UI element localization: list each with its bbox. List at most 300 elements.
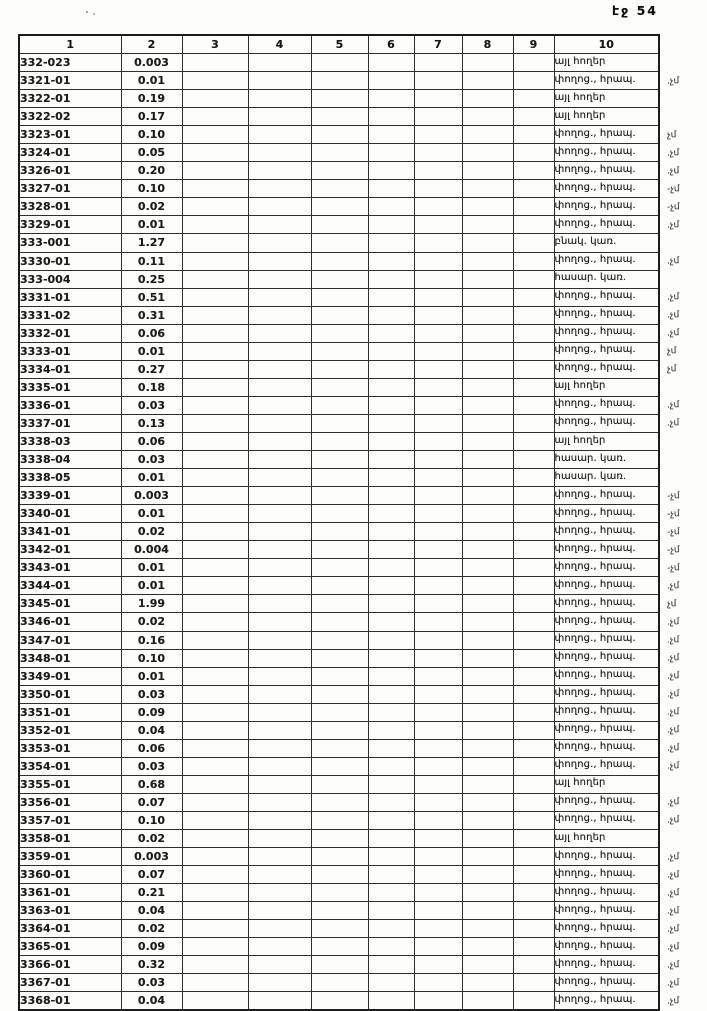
- empty-cell: [182, 848, 248, 866]
- empty-cell: [368, 198, 414, 216]
- empty-cell: [248, 162, 311, 180]
- empty-cell: [513, 72, 554, 90]
- column-header-8: 8: [462, 35, 513, 54]
- code-cell: 3350-01: [19, 685, 121, 703]
- empty-cell: [368, 144, 414, 162]
- empty-cell: [311, 721, 368, 739]
- code-cell: 3344-01: [19, 577, 121, 595]
- empty-cell: [462, 974, 513, 992]
- empty-cell: [248, 216, 311, 234]
- area-value-cell: 0.02: [121, 830, 182, 848]
- empty-cell: [513, 360, 554, 378]
- empty-cell: [248, 830, 311, 848]
- empty-cell: [182, 505, 248, 523]
- empty-cell: [414, 739, 462, 757]
- empty-cell: [513, 757, 554, 775]
- empty-cell: [311, 162, 368, 180]
- empty-cell: [462, 162, 513, 180]
- land-use-label: փողոց., հրապ.: [554, 993, 636, 1005]
- empty-cell: [513, 342, 554, 360]
- empty-cell: [182, 396, 248, 414]
- empty-cell: [248, 811, 311, 829]
- empty-cell: [311, 234, 368, 252]
- table-row: [19, 180, 659, 198]
- empty-cell: [513, 884, 554, 902]
- empty-cell: [414, 270, 462, 288]
- empty-cell: [513, 613, 554, 631]
- table-row: [19, 920, 659, 938]
- area-value-cell: 0.27: [121, 360, 182, 378]
- empty-cell: [462, 613, 513, 631]
- empty-cell: [513, 631, 554, 649]
- margin-mark: .չմ: [666, 653, 680, 664]
- margin-mark: .չմ: [666, 815, 680, 827]
- code-cell: 3322-02: [19, 108, 121, 126]
- empty-cell: [182, 757, 248, 775]
- land-use-cell: [554, 180, 680, 198]
- empty-cell: [368, 938, 414, 956]
- land-use-label: փողոց., հրապ.: [554, 939, 636, 951]
- empty-cell: [462, 198, 513, 216]
- empty-cell: [368, 72, 414, 90]
- empty-cell: [368, 324, 414, 342]
- empty-cell: [248, 72, 311, 90]
- empty-cell: [414, 469, 462, 487]
- empty-cell: [462, 108, 513, 126]
- land-use-label: հասար. կառ.: [554, 452, 627, 464]
- land-use-label: փողոց., հրապ.: [554, 885, 636, 897]
- empty-cell: [513, 775, 554, 793]
- code-cell: 333-004: [19, 270, 121, 288]
- empty-cell: [513, 414, 554, 432]
- empty-cell: [513, 559, 554, 577]
- code-cell: 3322-01: [19, 90, 121, 108]
- empty-cell: [462, 180, 513, 198]
- area-value-cell: 0.07: [121, 866, 182, 884]
- table-row: [19, 577, 659, 595]
- table-row: [19, 270, 659, 288]
- empty-cell: [414, 505, 462, 523]
- empty-cell: [182, 126, 248, 144]
- land-use-cell: [554, 685, 680, 703]
- empty-cell: [513, 432, 554, 450]
- land-use-label: այլ հողեր: [554, 777, 606, 789]
- empty-cell: [414, 432, 462, 450]
- column-header-9: 9: [513, 35, 554, 54]
- empty-cell: [368, 360, 414, 378]
- code-cell: 3338-05: [19, 469, 121, 487]
- empty-cell: [513, 216, 554, 234]
- code-cell: 3360-01: [19, 866, 121, 884]
- area-value-cell: 0.16: [121, 631, 182, 649]
- code-cell: 3358-01: [19, 830, 121, 848]
- land-use-label: փողոց., հրապ.: [554, 759, 636, 771]
- land-use-cell: [554, 378, 659, 396]
- column-header-5: 5: [311, 35, 368, 54]
- empty-cell: [182, 974, 248, 992]
- empty-cell: [513, 739, 554, 757]
- empty-cell: [513, 793, 554, 811]
- empty-cell: [311, 414, 368, 432]
- column-header-3: 3: [182, 35, 248, 54]
- empty-cell: [311, 649, 368, 667]
- empty-cell: [368, 811, 414, 829]
- empty-cell: [368, 685, 414, 703]
- empty-cell: [414, 216, 462, 234]
- land-use-cell: [554, 956, 680, 974]
- empty-cell: [311, 523, 368, 541]
- area-value-cell: 0.10: [121, 811, 182, 829]
- area-value-cell: 0.02: [121, 920, 182, 938]
- land-use-label: փողոց., հրապ.: [554, 398, 636, 410]
- table-row: [19, 956, 659, 974]
- table-row: [19, 252, 659, 270]
- land-use-cell: [554, 234, 659, 252]
- margin-mark: .չմ: [666, 725, 680, 736]
- empty-cell: [462, 451, 513, 469]
- land-use-cell: [554, 613, 680, 631]
- empty-cell: [462, 54, 513, 72]
- empty-cell: [462, 324, 513, 342]
- empty-cell: [182, 252, 248, 270]
- empty-cell: [311, 902, 368, 920]
- empty-cell: [414, 974, 462, 992]
- land-use-label: փողոց., հրապ.: [554, 145, 636, 157]
- code-cell: 3338-03: [19, 432, 121, 450]
- empty-cell: [182, 595, 248, 613]
- scan-artifact: [86, 11, 88, 13]
- empty-cell: [182, 613, 248, 631]
- table-row: [19, 649, 659, 667]
- empty-cell: [368, 757, 414, 775]
- empty-cell: [182, 234, 248, 252]
- area-value-cell: 0.18: [121, 378, 182, 396]
- table-row: [19, 884, 659, 902]
- empty-cell: [182, 667, 248, 685]
- empty-cell: [513, 848, 554, 866]
- land-use-cell: [554, 703, 680, 721]
- empty-cell: [462, 956, 513, 974]
- code-cell: 3341-01: [19, 523, 121, 541]
- empty-cell: [513, 721, 554, 739]
- column-header-6: 6: [368, 35, 414, 54]
- margin-mark: .չմ: [666, 292, 680, 303]
- empty-cell: [368, 378, 414, 396]
- empty-cell: [414, 866, 462, 884]
- empty-cell: [182, 920, 248, 938]
- margin-mark: չմ: [666, 129, 677, 141]
- land-use-cell: [554, 541, 680, 559]
- table-row: [19, 703, 659, 721]
- land-use-label: փողոց., հրապ.: [554, 560, 636, 572]
- empty-cell: [513, 974, 554, 992]
- empty-cell: [248, 378, 311, 396]
- page-number: էջ 54: [612, 3, 658, 18]
- empty-cell: [414, 234, 462, 252]
- table-row: [19, 451, 659, 469]
- code-cell: 3365-01: [19, 938, 121, 956]
- land-use-label: փողոց., հրապ.: [554, 651, 636, 663]
- empty-cell: [462, 414, 513, 432]
- table-row: [19, 342, 659, 360]
- empty-cell: [248, 775, 311, 793]
- code-cell: 3356-01: [19, 793, 121, 811]
- land-use-label: փողոց., հրապ.: [554, 254, 636, 266]
- land-use-cell: [554, 505, 680, 523]
- code-cell: 3336-01: [19, 396, 121, 414]
- empty-cell: [248, 667, 311, 685]
- area-value-cell: 0.31: [121, 306, 182, 324]
- empty-cell: [368, 108, 414, 126]
- code-cell: 3359-01: [19, 848, 121, 866]
- empty-cell: [182, 793, 248, 811]
- land-use-label: փողոց., հրապ.: [554, 73, 636, 85]
- margin-mark: .չմ: [666, 75, 680, 87]
- empty-cell: [248, 866, 311, 884]
- margin-mark: .չմ: [666, 165, 680, 177]
- land-use-cell: [554, 451, 659, 469]
- empty-cell: [248, 920, 311, 938]
- empty-cell: [368, 487, 414, 505]
- margin-mark: -չմ: [666, 490, 680, 502]
- empty-cell: [368, 396, 414, 414]
- empty-cell: [462, 360, 513, 378]
- land-use-label: փողոց., հրապ.: [554, 614, 636, 626]
- empty-cell: [513, 144, 554, 162]
- land-use-label: այլ հողեր: [554, 380, 606, 392]
- empty-cell: [248, 54, 311, 72]
- area-value-cell: 0.19: [121, 90, 182, 108]
- area-value-cell: 0.68: [121, 775, 182, 793]
- empty-cell: [462, 288, 513, 306]
- margin-mark: .չմ: [666, 617, 680, 628]
- empty-cell: [311, 938, 368, 956]
- land-use-label: հասար. կառ.: [554, 272, 627, 284]
- land-use-cell: [554, 487, 680, 505]
- empty-cell: [462, 757, 513, 775]
- empty-cell: [414, 920, 462, 938]
- empty-cell: [513, 288, 554, 306]
- code-cell: 3340-01: [19, 505, 121, 523]
- land-use-label: փողոց., հրապ.: [554, 975, 636, 987]
- area-value-cell: 0.32: [121, 956, 182, 974]
- empty-cell: [248, 414, 311, 432]
- empty-cell: [311, 739, 368, 757]
- margin-mark: .չմ: [666, 635, 680, 646]
- empty-cell: [513, 198, 554, 216]
- table-row: [19, 595, 659, 613]
- empty-cell: [513, 703, 554, 721]
- margin-mark: .չմ: [666, 328, 680, 339]
- empty-cell: [368, 775, 414, 793]
- empty-cell: [414, 667, 462, 685]
- table-row: [19, 378, 659, 396]
- empty-cell: [248, 396, 311, 414]
- area-value-cell: 0.004: [121, 541, 182, 559]
- empty-cell: [462, 920, 513, 938]
- table-row: [19, 505, 659, 523]
- empty-cell: [414, 414, 462, 432]
- empty-cell: [462, 595, 513, 613]
- empty-cell: [311, 703, 368, 721]
- area-value-cell: 0.51: [121, 288, 182, 306]
- empty-cell: [513, 541, 554, 559]
- code-cell: 3363-01: [19, 902, 121, 920]
- empty-cell: [513, 920, 554, 938]
- code-cell: 3351-01: [19, 703, 121, 721]
- empty-cell: [513, 306, 554, 324]
- table-row: [19, 90, 659, 108]
- empty-cell: [248, 90, 311, 108]
- empty-cell: [462, 505, 513, 523]
- empty-cell: [414, 830, 462, 848]
- empty-cell: [248, 126, 311, 144]
- empty-cell: [311, 342, 368, 360]
- land-use-label: բնակ. կառ.: [554, 235, 617, 247]
- code-cell: 3331-02: [19, 306, 121, 324]
- empty-cell: [414, 613, 462, 631]
- land-use-cell: [554, 721, 680, 739]
- empty-cell: [462, 252, 513, 270]
- empty-cell: [248, 360, 311, 378]
- area-value-cell: 0.01: [121, 469, 182, 487]
- empty-cell: [182, 685, 248, 703]
- empty-cell: [414, 884, 462, 902]
- empty-cell: [462, 270, 513, 288]
- empty-cell: [248, 180, 311, 198]
- land-use-label: փողոց., հրապ.: [554, 163, 636, 175]
- code-cell: 3328-01: [19, 198, 121, 216]
- empty-cell: [462, 992, 513, 1011]
- empty-cell: [462, 126, 513, 144]
- code-cell: 3326-01: [19, 162, 121, 180]
- table-row: [19, 793, 659, 811]
- land-use-label: փողոց., հրապ.: [554, 903, 636, 915]
- table-row: [19, 523, 659, 541]
- empty-cell: [368, 505, 414, 523]
- margin-mark: .չմ: [666, 220, 680, 231]
- empty-cell: [414, 396, 462, 414]
- empty-cell: [311, 848, 368, 866]
- land-use-cell: [554, 884, 680, 902]
- empty-cell: [248, 685, 311, 703]
- margin-mark: .չմ: [666, 400, 680, 412]
- empty-cell: [182, 90, 248, 108]
- empty-cell: [182, 270, 248, 288]
- empty-cell: [311, 216, 368, 234]
- area-value-cell: 0.02: [121, 523, 182, 541]
- empty-cell: [182, 866, 248, 884]
- table-row: [19, 162, 659, 180]
- empty-cell: [248, 306, 311, 324]
- table-row: [19, 108, 659, 126]
- empty-cell: [414, 487, 462, 505]
- code-cell: 3355-01: [19, 775, 121, 793]
- empty-cell: [248, 559, 311, 577]
- land-use-cell: [554, 216, 680, 234]
- empty-cell: [462, 378, 513, 396]
- table-row: [19, 541, 659, 559]
- empty-cell: [368, 432, 414, 450]
- empty-cell: [368, 252, 414, 270]
- empty-cell: [513, 595, 554, 613]
- margin-mark: .չմ: [666, 743, 680, 754]
- area-value-cell: 0.20: [121, 162, 182, 180]
- empty-cell: [182, 739, 248, 757]
- empty-cell: [182, 721, 248, 739]
- land-use-label: փողոց., հրապ.: [554, 217, 636, 229]
- land-use-cell: [554, 811, 680, 829]
- margin-mark: .չմ: [666, 581, 680, 592]
- land-use-label: փողոց., հրապ.: [554, 867, 636, 879]
- code-cell: 3352-01: [19, 721, 121, 739]
- empty-cell: [414, 360, 462, 378]
- empty-cell: [311, 956, 368, 974]
- empty-cell: [182, 523, 248, 541]
- table-row: [19, 775, 659, 793]
- table-row: [19, 848, 659, 866]
- code-cell: 3323-01: [19, 126, 121, 144]
- area-value-cell: 0.04: [121, 902, 182, 920]
- margin-mark: .չմ: [666, 671, 680, 682]
- area-value-cell: 1.27: [121, 234, 182, 252]
- empty-cell: [513, 90, 554, 108]
- empty-cell: [513, 396, 554, 414]
- empty-cell: [414, 54, 462, 72]
- land-use-label: այլ հողեր: [554, 55, 606, 67]
- empty-cell: [248, 505, 311, 523]
- land-use-cell: [554, 523, 680, 541]
- land-use-cell: [554, 126, 677, 144]
- empty-cell: [311, 360, 368, 378]
- area-value-cell: 0.13: [121, 414, 182, 432]
- column-header-10: 10: [554, 35, 659, 54]
- empty-cell: [248, 793, 311, 811]
- code-cell: 3348-01: [19, 649, 121, 667]
- area-value-cell: 0.06: [121, 739, 182, 757]
- area-value-cell: 0.21: [121, 884, 182, 902]
- empty-cell: [368, 866, 414, 884]
- area-value-cell: 0.01: [121, 72, 182, 90]
- land-use-cell: [554, 288, 680, 306]
- empty-cell: [414, 378, 462, 396]
- empty-cell: [513, 270, 554, 288]
- empty-cell: [311, 108, 368, 126]
- land-use-label: փողոց., հրապ.: [554, 199, 636, 211]
- empty-cell: [414, 721, 462, 739]
- empty-cell: [513, 523, 554, 541]
- table-row: [19, 432, 659, 450]
- empty-cell: [462, 667, 513, 685]
- empty-cell: [414, 252, 462, 270]
- margin-mark: .չմ: [666, 942, 680, 953]
- table-row: [19, 54, 659, 72]
- area-value-cell: 0.02: [121, 613, 182, 631]
- land-use-label: այլ հողեր: [554, 831, 606, 843]
- empty-cell: [311, 920, 368, 938]
- land-use-cell: [554, 198, 680, 216]
- code-cell: 3338-04: [19, 451, 121, 469]
- empty-cell: [182, 938, 248, 956]
- empty-cell: [462, 938, 513, 956]
- empty-cell: [414, 126, 462, 144]
- area-value-cell: 0.03: [121, 685, 182, 703]
- empty-cell: [462, 703, 513, 721]
- land-use-cell: [554, 108, 659, 126]
- empty-cell: [248, 956, 311, 974]
- column-header-1: 1: [19, 35, 121, 54]
- land-use-cell: [554, 252, 680, 270]
